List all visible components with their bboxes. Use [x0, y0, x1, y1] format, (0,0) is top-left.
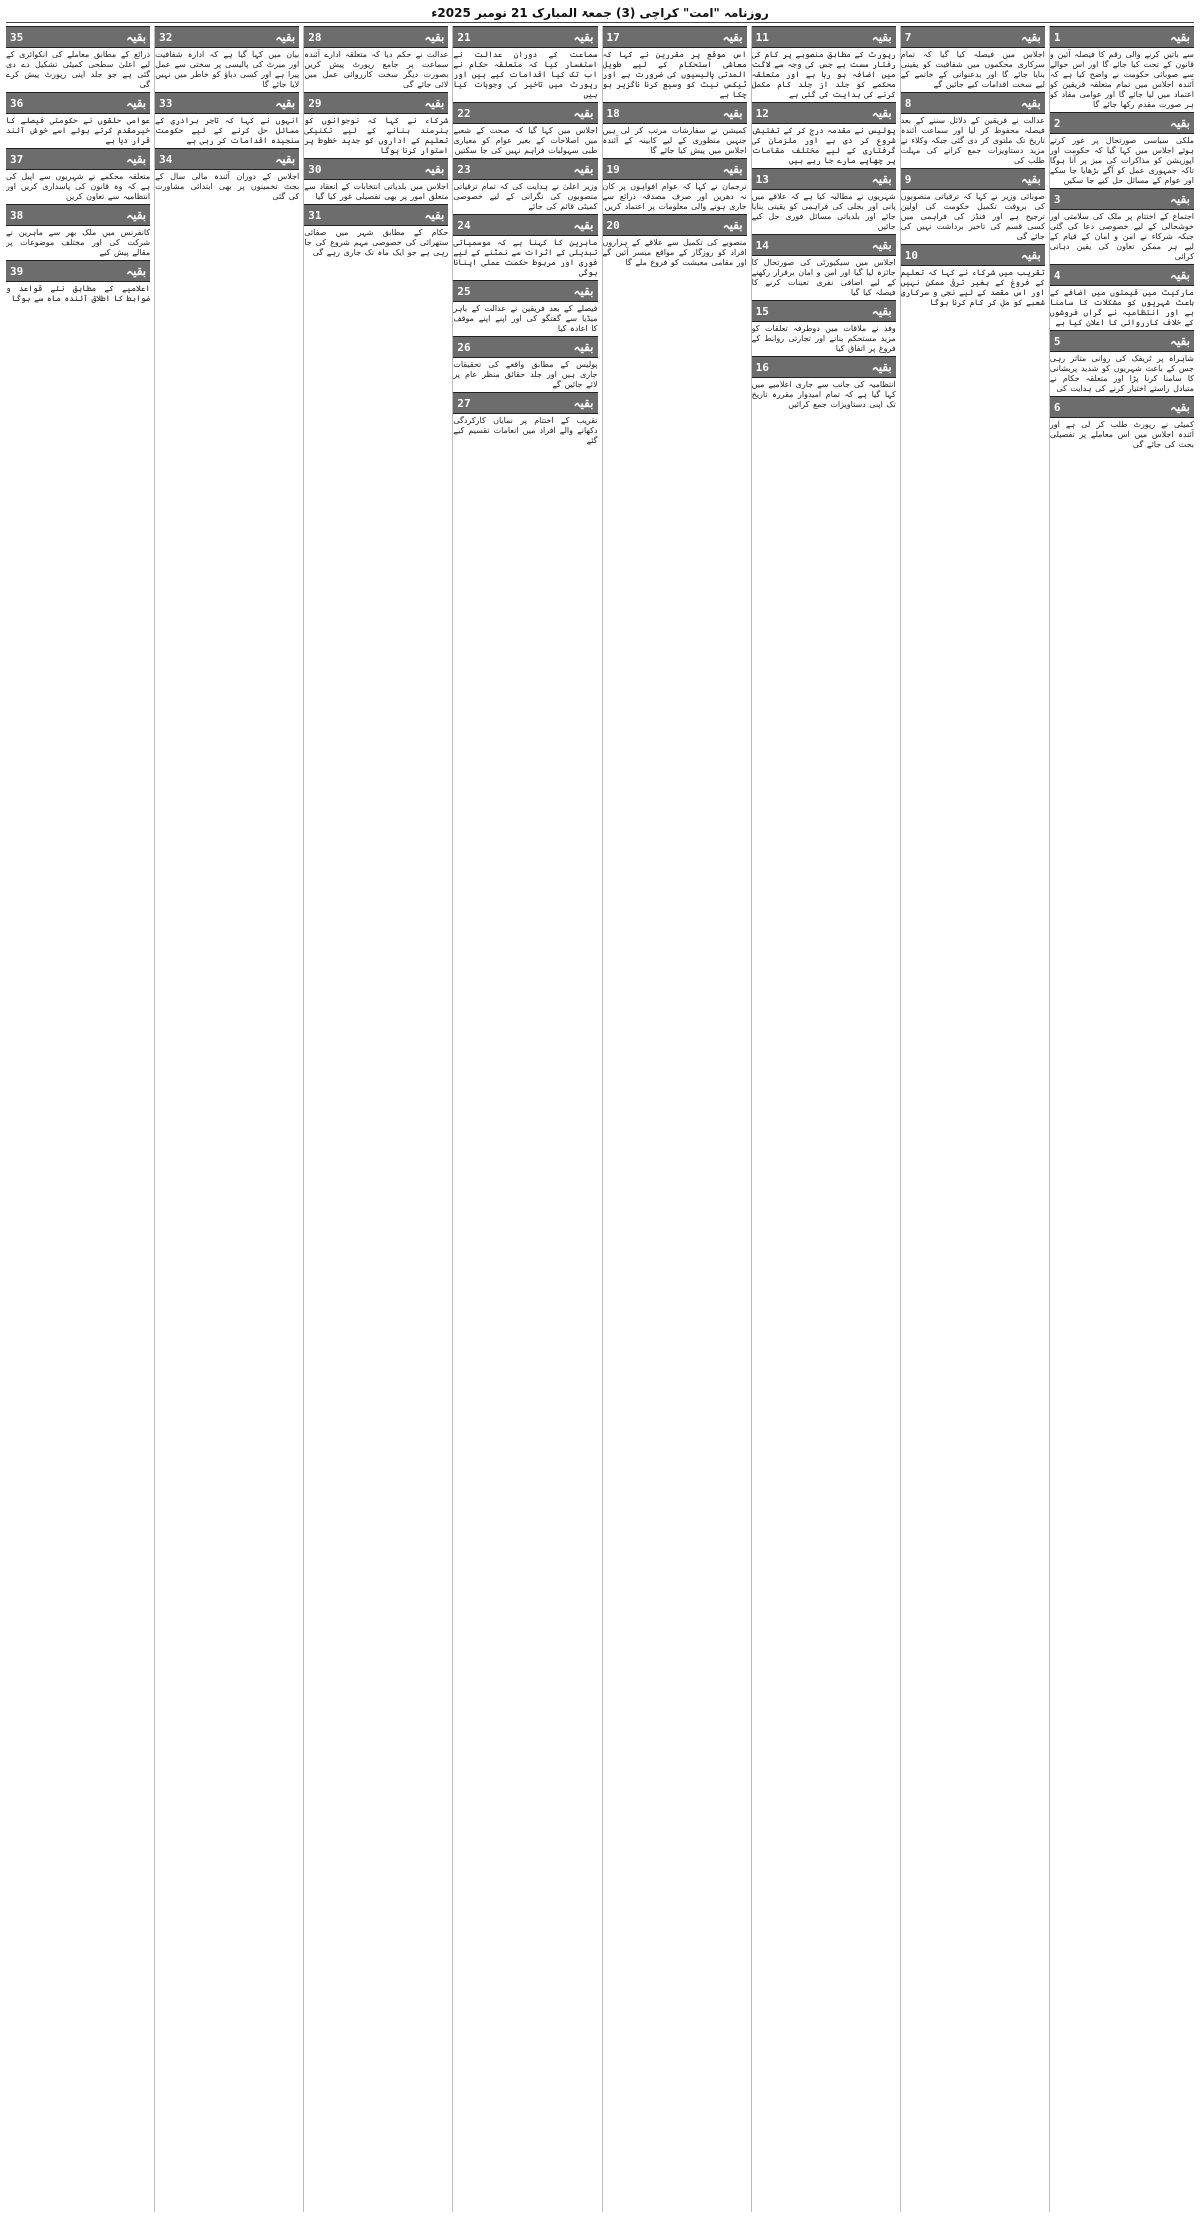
banner-word: بقیہ	[1020, 172, 1041, 186]
article-banner	[304, 204, 448, 226]
article-body: عدالت نے حکم دیا کہ متعلقہ ادارے آئندہ سماعت پر جامع رپورٹ پیش کریں بصورت دیگر سخت کارروائی عمل میں لائی جائے گی	[304, 50, 449, 89]
article-banner	[901, 26, 1045, 48]
article-number: 8	[904, 96, 912, 110]
article-number: 36	[10, 96, 24, 110]
article-banner	[752, 356, 896, 378]
article-body: شہریوں نے مطالبہ کیا ہے کہ علاقے میں پانی اور بجلی کی فراہمی کو یقینی بنایا جائے اور بلدیاتی مسائل فوری حل کیے جائیں	[751, 192, 896, 231]
article-body: اس موقع پر مقررین نے کہا کہ معاشی استحکام کے لیے طویل المدتی پالیسیوں کی ضرورت ہے اور ٹیکس نیٹ کو وسیع کرنا ناگزیر ہو چکا ہے	[602, 50, 747, 99]
banner-word: بقیہ	[1169, 192, 1190, 206]
article-body: فیصلے کے بعد فریقین نے عدالت کے باہر میڈیا سے گفتگو کی اور اپنے اپنے موقف کا اعادہ کیا	[453, 304, 598, 333]
article-body: ماہرین کا کہنا ہے کہ موسمیاتی تبدیلی کے اثرات سے نمٹنے کے لیے فوری اور مربوط حکمت عملی اپنانا ہوگی	[453, 238, 598, 277]
article-6	[1050, 396, 1194, 450]
article-31	[304, 204, 448, 258]
article-27	[453, 392, 597, 446]
article-body: حکام کے مطابق شہر میں صفائی ستھرائی کی خصوصی مہم شروع کی جا رہی ہے جو ایک ماہ تک جاری رہے گی	[304, 228, 449, 257]
article-number: 2	[1053, 116, 1061, 130]
article-17	[603, 26, 747, 100]
article-banner	[155, 92, 299, 114]
banner-word: بقیہ	[424, 208, 445, 222]
columns-container	[6, 26, 1194, 2212]
article-banner	[603, 26, 747, 48]
article-22	[453, 102, 597, 156]
article-body: اجلاس میں فیصلہ کیا گیا کہ تمام سرکاری محکموں میں شفافیت کو یقینی بنایا جائے گا اور بدعنوانی کے خاتمے کے لیے سخت اقدامات کیے جائیں گے	[900, 50, 1045, 89]
article-number: 15	[755, 304, 769, 318]
article-number: 25	[457, 284, 471, 298]
article-banner	[901, 168, 1045, 190]
article-number: 4	[1053, 268, 1061, 282]
banner-word: بقیہ	[573, 284, 594, 298]
article-11	[752, 26, 896, 100]
article-number: 1	[1053, 30, 1061, 44]
article-banner	[453, 158, 597, 180]
article-12	[752, 102, 896, 166]
header-title: روزنامہ "امت" کراچی (3) جمعۃ المبارک 21 نومبر 2025ء	[431, 6, 769, 20]
article-body: بیان میں کہا گیا ہے کہ ادارہ شفافیت اور میرٹ کی پالیسی پر سختی سے عمل پیرا ہے اور کسی دباؤ کو خاطر میں نہیں لایا جائے گا	[155, 50, 300, 89]
article-banner	[304, 92, 448, 114]
column-7	[154, 26, 299, 2212]
banner-word: بقیہ	[722, 30, 743, 44]
banner-word: بقیہ	[573, 340, 594, 354]
banner-word: بقیہ	[126, 96, 147, 110]
article-33	[155, 92, 299, 146]
article-14	[752, 234, 896, 298]
article-number: 31	[308, 208, 322, 222]
article-banner	[752, 234, 896, 256]
banner-word: بقیہ	[871, 360, 892, 374]
article-23	[453, 158, 597, 212]
article-banner	[304, 158, 448, 180]
page-header	[6, 4, 1194, 23]
article-body: شاہراہ پر ٹریفک کی روانی متاثر رہی جس کے باعث شہریوں کو شدید پریشانی کا سامنا کرنا پڑا اور متعلقہ حکام نے متبادل راستے اختیار کرنے کی ہدایت کی	[1049, 354, 1194, 393]
article-banner	[752, 102, 896, 124]
article-body: عوامی حلقوں نے حکومتی فیصلے کا خیرمقدم کرتے ہوئے اسے خوش آئند قرار دیا ہے	[6, 116, 151, 145]
article-13	[752, 168, 896, 232]
article-number: 38	[10, 208, 24, 222]
article-19	[603, 158, 747, 212]
article-number: 30	[308, 162, 322, 176]
column-1	[1049, 26, 1194, 2212]
article-number: 5	[1053, 334, 1061, 348]
article-number: 23	[457, 162, 471, 176]
article-banner	[752, 168, 896, 190]
article-banner	[6, 26, 150, 48]
article-body: پولیس کے مطابق واقعے کی تحقیقات جاری ہیں اور جلد حقائق منظر عام پر لائے جائیں گے	[453, 360, 598, 389]
article-banner	[453, 102, 597, 124]
article-body: سماعت کے دوران عدالت نے استفسار کیا کہ متعلقہ حکام نے اب تک کیا اقدامات کیے ہیں اور رپورٹ میں تاخیر کی وجوہات کیا ہیں	[453, 50, 598, 99]
article-body: ترجمان نے کہا کہ عوام افواہوں پر کان نہ دھریں اور صرف مصدقہ ذرائع سے جاری ہونے والی معلومات پر اعتماد کریں	[602, 182, 747, 211]
column-2	[900, 26, 1045, 2212]
article-4	[1050, 264, 1194, 328]
article-24	[453, 214, 597, 278]
article-36	[6, 92, 150, 146]
article-26	[453, 336, 597, 390]
article-15	[752, 300, 896, 354]
banner-word: بقیہ	[1020, 96, 1041, 110]
article-8	[901, 92, 1045, 166]
column-4	[602, 26, 747, 2212]
article-banner	[1050, 264, 1194, 286]
banner-word: بقیہ	[424, 30, 445, 44]
article-7	[901, 26, 1045, 90]
article-25	[453, 280, 597, 334]
article-number: 20	[606, 218, 620, 232]
article-number: 6	[1053, 400, 1061, 414]
article-body: تقریب کے اختتام پر نمایاں کارکردگی دکھانے والے افراد میں انعامات تقسیم کیے گئے	[453, 416, 598, 445]
article-body: شرکاء نے کہا کہ نوجوانوں کو ہنرمند بنانے کے لیے تکنیکی تعلیم کے اداروں کو جدید خطوط پر استوار کرنا ہوگا	[304, 116, 449, 155]
banner-word: بقیہ	[1169, 400, 1190, 414]
banner-word: بقیہ	[1020, 30, 1041, 44]
article-body: ذرائع کے مطابق معاملے کی انکوائری کے لیے اعلیٰ سطحی کمیٹی تشکیل دے دی گئی ہے جو جلد اپنی رپورٹ پیش کرے گی	[6, 50, 151, 89]
banner-word: بقیہ	[126, 30, 147, 44]
article-banner	[6, 92, 150, 114]
article-banner	[453, 26, 597, 48]
article-banner	[453, 336, 597, 358]
article-body: ملکی سیاسی صورتحال پر غور کرتے ہوئے اجلاس میں کہا گیا کہ حکومت اور اپوزیشن کو مذاکرات کی میز پر آنا ہوگا تاکہ جمہوری عمل کو آگے بڑھایا جا سکے اور عوام کے مسائل حل کیے جا سکیں	[1049, 136, 1194, 185]
article-number: 18	[606, 106, 620, 120]
article-banner	[603, 158, 747, 180]
article-body: وفد نے ملاقات میں دوطرفہ تعلقات کو مزید مستحکم بنانے اور تجارتی روابط کے فروغ پر اتفاق کیا	[751, 324, 896, 353]
article-body: انہوں نے کہا کہ تاجر برادری کے مسائل حل کرنے کے لیے حکومت سنجیدہ اقدامات کر رہی ہے	[155, 116, 300, 145]
banner-word: بقیہ	[424, 162, 445, 176]
article-number: 27	[457, 396, 471, 410]
article-body: کانفرنس میں ملک بھر سے ماہرین نے شرکت کی اور مختلف موضوعات پر مقالے پیش کیے	[6, 228, 151, 257]
banner-word: بقیہ	[126, 152, 147, 166]
article-35	[6, 26, 150, 90]
article-banner	[453, 392, 597, 414]
banner-word: بقیہ	[1169, 334, 1190, 348]
article-body: پولیس نے مقدمہ درج کر کے تفتیش شروع کر دی ہے اور ملزمان کی گرفتاری کے لیے مختلف مقامات پر چھاپے مارے جا رہے ہیں	[751, 126, 896, 165]
article-banner	[304, 26, 448, 48]
banner-word: بقیہ	[275, 96, 296, 110]
article-20	[603, 214, 747, 268]
article-number: 21	[457, 30, 471, 44]
banner-word: بقیہ	[871, 172, 892, 186]
article-banner	[1050, 188, 1194, 210]
article-number: 9	[904, 172, 912, 186]
banner-word: بقیہ	[275, 152, 296, 166]
article-body: وزیر اعلیٰ نے ہدایت کی کہ تمام ترقیاتی منصوبوں کی نگرانی کے لیے خصوصی کمیٹی قائم کی جائے	[453, 182, 598, 211]
article-body: اجلاس میں سیکیورٹی کی صورتحال کا جائزہ لیا گیا اور امن و امان برقرار رکھنے کے لیے اضافی نفری تعینات کرنے کا فیصلہ کیا گیا	[751, 258, 896, 297]
article-number: 19	[606, 162, 620, 176]
article-body: متعلقہ محکمے نے شہریوں سے اپیل کی ہے کہ وہ قانون کی پاسداری کریں اور انتظامیہ سے تعاون کریں	[6, 172, 151, 201]
article-number: 14	[755, 238, 769, 252]
article-number: 26	[457, 340, 471, 354]
article-body: اجلاس میں بلدیاتی انتخابات کے انعقاد سے متعلق امور پر بھی تفصیلی غور کیا گیا	[304, 182, 449, 201]
article-body: صوبائی وزیر نے کہا کہ ترقیاتی منصوبوں کی بروقت تکمیل حکومت کی اولین ترجیح ہے اور فنڈز کی فراہمی میں کسی قسم کی تاخیر برداشت نہیں کی جائے گی	[900, 192, 1045, 241]
article-number: 28	[308, 30, 322, 44]
article-banner	[1050, 112, 1194, 134]
banner-word: بقیہ	[573, 162, 594, 176]
article-body: سے باتیں کرنے والی رقم کا فیصلہ آئین و قانون کے تحت کیا جائے گا اور اس حوالے سے صوبائی حکومت نے واضح کیا ہے کہ آئندہ اجلاس میں تمام متعلقہ فریقین کو اعتماد میں لیا جائے گا اور عوامی مفاد کو ہر صورت مقدم رکھا جائے گا	[1049, 50, 1194, 109]
article-banner	[1050, 26, 1194, 48]
article-21	[453, 26, 597, 100]
article-number: 37	[10, 152, 24, 166]
banner-word: بقیہ	[573, 106, 594, 120]
article-number: 35	[10, 30, 24, 44]
article-number: 11	[755, 30, 769, 44]
banner-word: بقیہ	[722, 162, 743, 176]
column-8	[6, 26, 150, 2212]
article-body: مارکیٹ میں قیمتوں میں اضافے کے باعث شہریوں کو مشکلات کا سامنا ہے اور انتظامیہ نے گراں فروشوں کے خلاف کارروائی کا اعلان کیا ہے	[1049, 288, 1194, 327]
article-30	[304, 158, 448, 202]
article-body: منصوبے کی تکمیل سے علاقے کے ہزاروں افراد کو روزگار کے مواقع میسر آئیں گے اور مقامی معیشت کو فروغ ملے گا	[602, 238, 747, 267]
banner-word: بقیہ	[573, 218, 594, 232]
banner-word: بقیہ	[573, 30, 594, 44]
article-body: اجتماع کے اختتام پر ملک کی سلامتی اور خوشحالی کے لیے خصوصی دعا کی گئی جبکہ شرکاء نے امن و امان کے قیام کے لیے ہر ممکن تعاون کی یقین دہانی کرائی	[1049, 212, 1194, 261]
article-banner	[6, 260, 150, 282]
article-banner	[752, 300, 896, 322]
banner-word: بقیہ	[871, 238, 892, 252]
article-banner	[603, 214, 747, 236]
banner-word: بقیہ	[722, 106, 743, 120]
banner-word: بقیہ	[722, 218, 743, 232]
article-banner	[901, 92, 1045, 114]
article-2	[1050, 112, 1194, 186]
article-38	[6, 204, 150, 258]
article-number: 10	[904, 248, 918, 262]
article-number: 12	[755, 106, 769, 120]
column-3	[751, 26, 896, 2212]
article-29	[304, 92, 448, 156]
article-number: 24	[457, 218, 471, 232]
banner-word: بقیہ	[1169, 268, 1190, 282]
article-body: اجلاس کے دوران آئندہ مالی سال کے بجٹ تخمینوں پر بھی ابتدائی مشاورت کی گئی	[155, 172, 300, 201]
article-34	[155, 148, 299, 202]
article-banner	[901, 244, 1045, 266]
article-banner	[1050, 396, 1194, 418]
article-number: 33	[159, 96, 173, 110]
article-banner	[603, 102, 747, 124]
banner-word: بقیہ	[126, 264, 147, 278]
article-number: 3	[1053, 192, 1061, 206]
banner-word: بقیہ	[424, 96, 445, 110]
banner-word: بقیہ	[1169, 30, 1190, 44]
banner-word: بقیہ	[275, 30, 296, 44]
article-banner	[155, 148, 299, 170]
article-16	[752, 356, 896, 410]
article-banner	[453, 214, 597, 236]
article-number: 34	[159, 152, 173, 166]
article-body: کمیشن نے سفارشات مرتب کر لی ہیں جنہیں منظوری کے لیے کابینہ کے آئندہ اجلاس میں پیش کیا جائے گا	[602, 126, 747, 155]
article-banner	[752, 26, 896, 48]
article-9	[901, 168, 1045, 242]
article-18	[603, 102, 747, 156]
banner-word: بقیہ	[1020, 248, 1041, 262]
column-5	[452, 26, 597, 2212]
article-banner	[6, 148, 150, 170]
article-number: 16	[755, 360, 769, 374]
article-5	[1050, 330, 1194, 394]
article-number: 32	[159, 30, 173, 44]
article-number: 17	[606, 30, 620, 44]
article-body: انتظامیہ کی جانب سے جاری اعلامیے میں کہا گیا ہے کہ تمام امیدوار مقررہ تاریخ تک اپنی دستاویزات جمع کرائیں	[751, 380, 896, 409]
article-number: 39	[10, 264, 24, 278]
banner-word: بقیہ	[573, 396, 594, 410]
article-number: 22	[457, 106, 471, 120]
article-banner	[453, 280, 597, 302]
article-28	[304, 26, 448, 90]
banner-word: بقیہ	[1169, 116, 1190, 130]
article-32	[155, 26, 299, 90]
article-banner	[155, 26, 299, 48]
article-body: عدالت نے فریقین کے دلائل سننے کے بعد فیصلہ محفوظ کر لیا اور سماعت آئندہ تاریخ تک ملتوی کر دی گئی جبکہ وکلاء نے مزید دستاویزات جمع کرانے کی مہلت طلب کی	[900, 116, 1045, 165]
banner-word: بقیہ	[126, 208, 147, 222]
article-number: 7	[904, 30, 912, 44]
article-number: 13	[755, 172, 769, 186]
banner-word: بقیہ	[871, 30, 892, 44]
banner-word: بقیہ	[871, 304, 892, 318]
article-3	[1050, 188, 1194, 262]
article-body: تقریب میں شرکاء نے کہا کہ تعلیم کے فروغ کے بغیر ترقی ممکن نہیں اور اس مقصد کے لیے نجی و سرکاری شعبے کو مل کر کام کرنا ہوگا	[900, 268, 1045, 307]
article-body: اعلامیے کے مطابق نئے قواعد و ضوابط کا اطلاق آئندہ ماہ سے ہوگا	[6, 284, 151, 303]
article-number: 29	[308, 96, 322, 110]
article-39	[6, 260, 150, 304]
article-1	[1050, 26, 1194, 110]
article-body: اجلاس میں کہا گیا کہ صحت کے شعبے میں اصلاحات کے بغیر عوام کو معیاری طبی سہولیات فراہم نہیں کی جا سکتیں	[453, 126, 598, 155]
banner-word: بقیہ	[871, 106, 892, 120]
article-body: کمیٹی نے رپورٹ طلب کر لی ہے اور آئندہ اجلاس میں اس معاملے پر تفصیلی بحث کی جائے گی	[1049, 420, 1194, 449]
column-6	[303, 26, 448, 2212]
article-37	[6, 148, 150, 202]
article-10	[901, 244, 1045, 308]
article-banner	[1050, 330, 1194, 352]
article-banner	[6, 204, 150, 226]
article-body: رپورٹ کے مطابق منصوبے پر کام کی رفتار سست ہے جس کی وجہ سے لاگت میں اضافہ ہو رہا ہے اور متعلقہ محکمے کو جلد از جلد کام مکمل کرنے کی ہدایت کی گئی ہے	[751, 50, 896, 99]
